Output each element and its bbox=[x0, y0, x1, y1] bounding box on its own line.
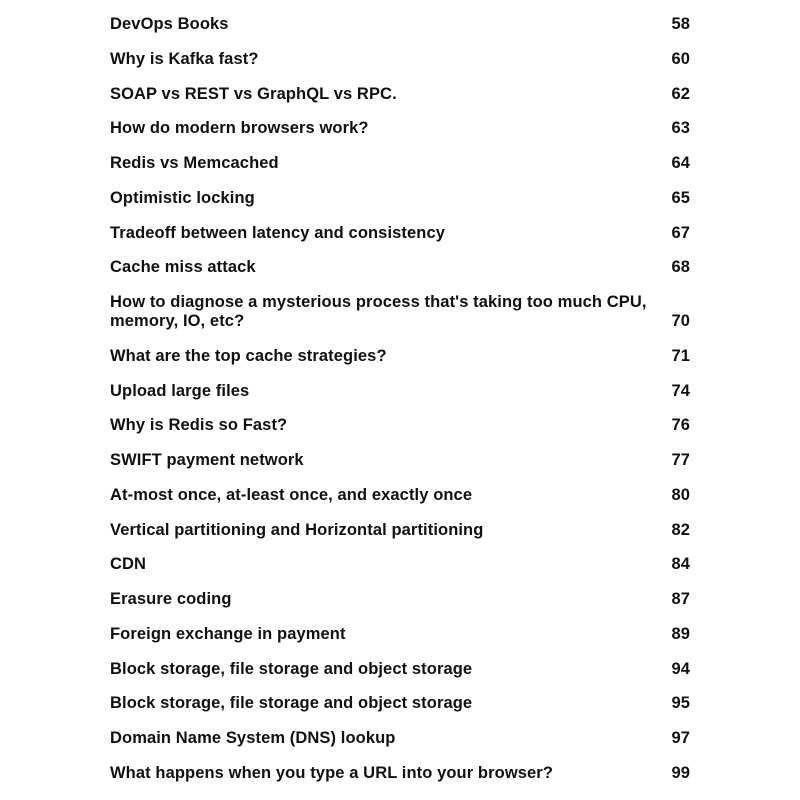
toc-entry-title: How do modern browsers work? bbox=[110, 119, 369, 137]
toc-entry-page: 74 bbox=[671, 382, 690, 400]
toc-entry-page: 76 bbox=[671, 416, 690, 434]
toc-entry-title: Cache miss attack bbox=[110, 258, 256, 276]
toc-entry-page: 64 bbox=[671, 154, 690, 172]
toc-entry-page: 77 bbox=[671, 451, 690, 469]
toc-entry-title: What are the top cache strategies? bbox=[110, 347, 387, 365]
toc-entry-page: 82 bbox=[671, 521, 690, 539]
toc-entry-page: 65 bbox=[671, 189, 690, 207]
toc-entry-title: Vertical partitioning and Horizontal partitioning bbox=[110, 521, 484, 539]
toc-entry-title: Redis vs Memcached bbox=[110, 154, 279, 172]
toc-entry-title: DevOps Books bbox=[110, 15, 229, 33]
toc-entry-title: At-most once, at-least once, and exactly once bbox=[110, 486, 473, 504]
toc-entry-page: 84 bbox=[671, 555, 690, 573]
toc-entry-page: 68 bbox=[671, 258, 690, 276]
toc-entry-title: Block storage, file storage and object storage bbox=[110, 694, 473, 712]
toc-entry-title: SOAP vs REST vs GraphQL vs RPC. bbox=[110, 85, 397, 103]
toc-entry-page: 95 bbox=[671, 694, 690, 712]
toc-entry-title: SWIFT payment network bbox=[110, 451, 304, 469]
toc-entry-title: Optimistic locking bbox=[110, 189, 255, 207]
toc-entry-page: 71 bbox=[671, 347, 690, 365]
toc-entry-page: 60 bbox=[671, 50, 690, 68]
toc-entry-page: 80 bbox=[671, 486, 690, 504]
toc-entry-title: Erasure coding bbox=[110, 590, 232, 608]
toc-entry-page: 97 bbox=[671, 729, 690, 747]
toc-entry-title: Tradeoff between latency and consistency bbox=[110, 224, 446, 242]
toc-entry-page: 99 bbox=[671, 764, 690, 782]
toc-entry-title: CDN bbox=[110, 555, 147, 573]
toc-entry-page: 67 bbox=[671, 224, 690, 242]
toc-entry-page: 70 bbox=[671, 312, 690, 330]
toc-entry-title: How to diagnose a mysterious process that's taking too much CPU, memory, IO, etc? bbox=[110, 293, 647, 330]
toc-entry-page: 62 bbox=[671, 85, 690, 103]
toc-entry-title: Why is Kafka fast? bbox=[110, 50, 259, 68]
toc-entry-page: 58 bbox=[671, 15, 690, 33]
toc-entry-title: Foreign exchange in payment bbox=[110, 625, 346, 643]
toc-entry-title: Block storage, file storage and object storage bbox=[110, 660, 473, 678]
toc-entry-page: 87 bbox=[671, 590, 690, 608]
toc-entry-title: Why is Redis so Fast? bbox=[110, 416, 288, 434]
toc-entry-title: What happens when you type a URL into your browser? bbox=[110, 764, 554, 782]
toc-entry-page: 63 bbox=[671, 119, 690, 137]
toc-entry-page: 94 bbox=[671, 660, 690, 678]
toc-entry-title: Upload large files bbox=[110, 382, 250, 400]
toc-entry-title: Domain Name System (DNS) lookup bbox=[110, 729, 396, 747]
toc-entry-page: 89 bbox=[671, 625, 690, 643]
